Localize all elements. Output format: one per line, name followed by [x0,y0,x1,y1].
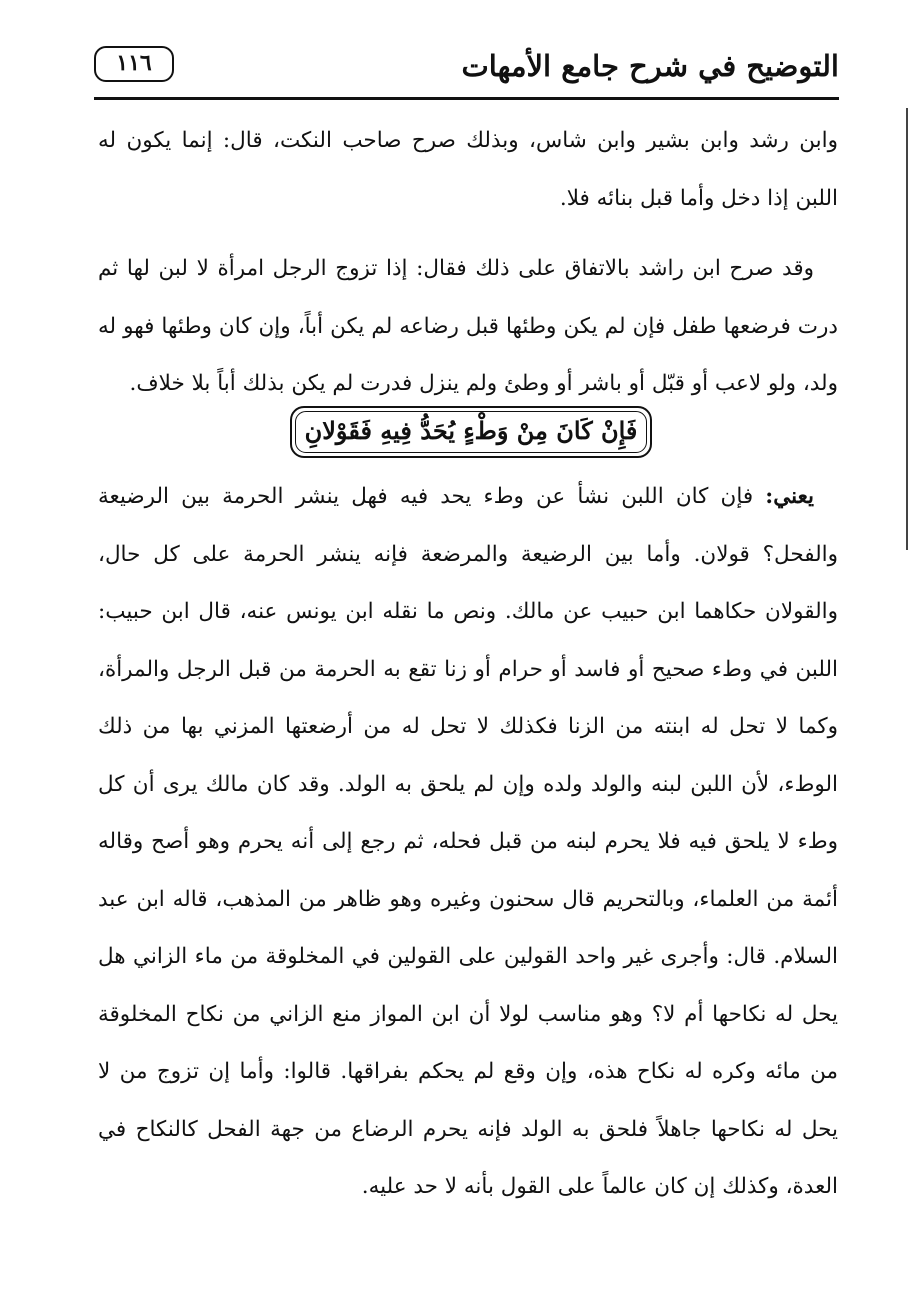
paragraph-2 [98,240,838,413]
header-rule [94,97,839,100]
paragraph-2-text: وقد صرح ابن راشد بالاتفاق على ذلك فقال: إذا تزوج الرجل امرأة لا لبن لها ثم درت فرضعها طفل فإن لم يكن وطئها قبل رضاعه لم يكن أباً، وإن كان وطئها فهو له ولد، ولو لاعب أو قبّل أو باشر أو وطئ ولم ينزل فدرت لم يكن بذلك أباً بلا خلاف. [98,256,838,396]
paragraph-3-text: فإن كان اللبن نشأ عن وطء يحد فيه فهل ينشر الحرمة بين الرضيعة والفحل؟ قولان. وأما بين الرضيعة والمرضعة فإنه ينشر الحرمة على كل حال، والقولان حكاهما ابن حبيب عن مالك. ونص ما نقله ابن يونس عنه، قال ابن حبيب: اللبن في وطء صحيح أو فاسد أو حرام أو زنا تقع به الحرمة من قبل الرجل والمرأة، وكما لا تحل له ابنته من الزنا فكذلك لا تحل له من أرضعتها المزني بها من ذلك الوطء، لأن اللبن لبنه والولد ولده وإن لم يلحق به الولد. وقد كان مالك يرى أن كل وطء لا يلحق فيه فلا يحرم لبنه من قبل فحله، ثم رجع إلى أنه يحرم وهو أصح وقاله أئمة من العلماء، وبالتحريم قال سحنون وغيره وهو ظاهر من المذهب، قاله ابن عبد السلام. قال: وأجرى غير واحد القولين على القولين في المخلوقة من ماء الزاني هل يحل له نكاحها أم لا؟ وهو مناسب لولا أن ابن المواز منع الزاني من نكاح المخلوقة من مائه وكره له نكاح هذه، وإن وقع لم يحكم بفراقها. قالوا: وأما إن تزوج من لا يحل له نكاحها جاهلاً فلحق به الولد فإنه يحرم الرضاع من جهة الفحل كالنكاح في العدة، وكذلك إن كان عالماً على القول بأنه لا حد عليه. [98,484,838,1199]
paragraph-3 [98,468,838,1216]
scan-edge-mark [906,250,908,550]
matn-quote-box [290,406,652,458]
scan-edge-mark [906,108,908,258]
page-number: ١١٦ [94,46,174,82]
matn-quote-text: فَإِنْ كَانَ مِنْ وَطْءٍ يُحَدُّ فِيهِ فَقَوْلانِ [304,416,638,445]
paragraph-3-lead: يعني: [765,484,814,509]
page-header [94,40,839,98]
running-title: التوضيح في شرح جامع الأمهات [461,49,839,83]
paragraph-1: وابن رشد وابن بشير وابن شاس، وبذلك صرح صاحب النكت، قال: إنما يكون له اللبن إذا دخل وأما قبل بنائه فلا. [98,128,838,211]
